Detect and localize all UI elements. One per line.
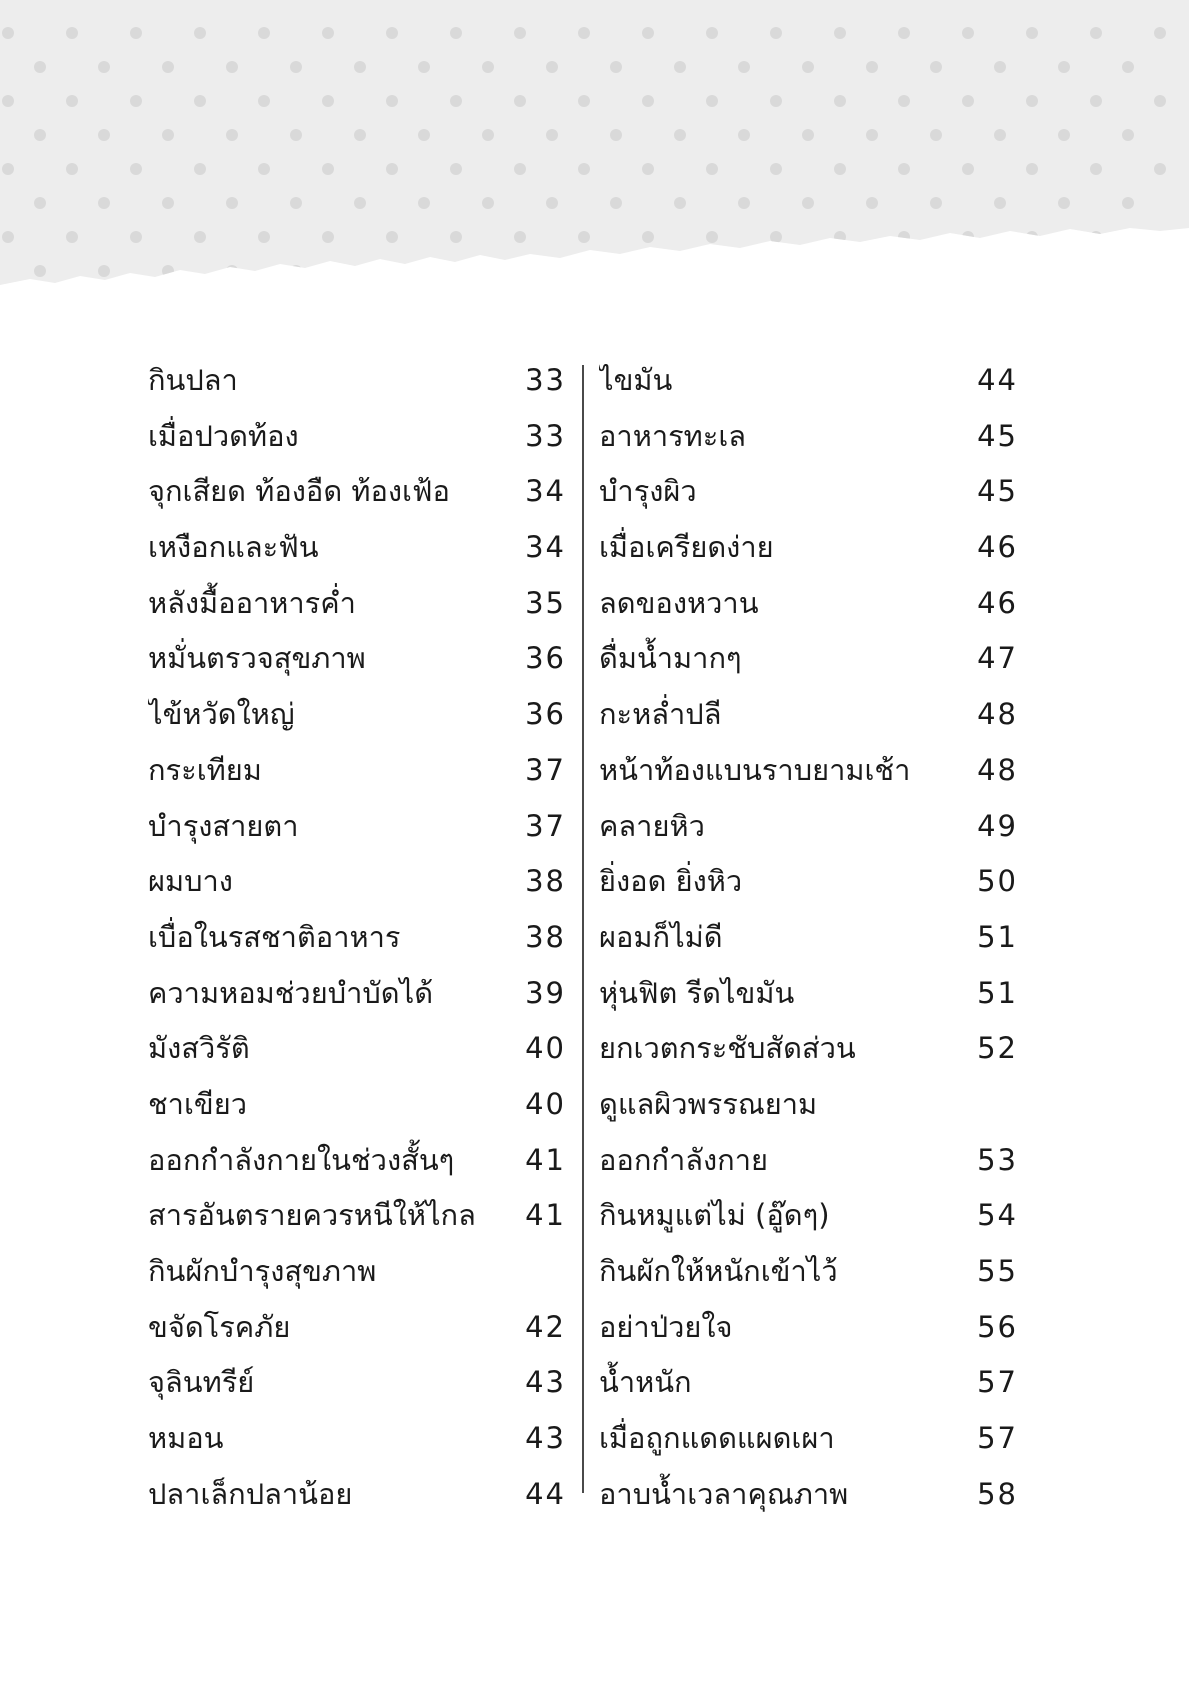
decorative-dot: [194, 163, 206, 175]
decorative-dot: [546, 129, 558, 141]
decorative-dot: [2, 231, 14, 243]
toc-entry-title: ปลาเล็กปลาน้อย: [148, 1476, 353, 1511]
decorative-dot: [1154, 231, 1166, 243]
toc-entry-title: อย่าป่วยใจ: [599, 1309, 733, 1344]
toc-entry: [148, 1467, 566, 1523]
toc-entry-title: เมื่อถูกแดดแผดเผา: [599, 1421, 835, 1456]
decorative-dot: [130, 27, 142, 39]
decorative-dot: [130, 231, 142, 243]
decorative-dot: [1122, 197, 1134, 209]
decorative-dot: [514, 231, 526, 243]
decorative-dot: [98, 197, 110, 209]
toc-entry-page-number: 57: [977, 1421, 1018, 1456]
toc-entry-title: เมื่อเครียดง่าย: [599, 530, 774, 565]
decorative-dot: [34, 61, 46, 73]
decorative-dot: [258, 27, 270, 39]
decorative-dot: [738, 265, 750, 277]
decorative-dot: [450, 231, 462, 243]
decorative-dot: [834, 231, 846, 243]
toc-entry-title: กินผักบำรุงสุขภาพ: [148, 1254, 377, 1288]
toc-entry: [599, 854, 1018, 910]
toc-entry-page-number: 47: [977, 641, 1018, 676]
decorative-dot: [962, 299, 974, 311]
toc-entry-page-number: 37: [525, 752, 566, 787]
toc-entry: [148, 631, 566, 687]
decorative-dot: [674, 265, 686, 277]
toc-entry: [148, 799, 566, 855]
toc-entry-title: เบื่อในรสชาติอาหาร: [148, 919, 401, 954]
decorative-dot: [642, 163, 654, 175]
toc-entry: [599, 464, 1018, 520]
decorative-dot: [834, 95, 846, 107]
decorative-dot: [642, 231, 654, 243]
toc-entry-title: คลายหิว: [599, 808, 705, 843]
toc-entry-title: บำรุงสายตา: [148, 808, 299, 843]
decorative-dot: [34, 129, 46, 141]
decorative-dot: [642, 27, 654, 39]
decorative-dot: [994, 129, 1006, 141]
decorative-dot: [898, 95, 910, 107]
toc-entry-page-number: 37: [525, 808, 566, 843]
toc-entry-title: หุ่นฟิต รีดไขมัน: [599, 975, 795, 1010]
decorative-dot: [866, 61, 878, 73]
decorative-dot: [706, 95, 718, 107]
decorative-dot: [386, 231, 398, 243]
toc-entry-page-number: 53: [977, 1142, 1018, 1177]
decorative-dot: [322, 231, 334, 243]
toc-left-column: [148, 353, 566, 1522]
toc-entry-page-number: 43: [525, 1365, 566, 1400]
toc-entry-page-number: 58: [977, 1476, 1018, 1511]
decorative-dot: [706, 231, 718, 243]
toc-entry-page-number: 45: [977, 418, 1018, 453]
decorative-dot: [386, 27, 398, 39]
toc-entry: [599, 1077, 1018, 1133]
decorative-dot: [226, 129, 238, 141]
toc-entry-page-number: 46: [977, 585, 1018, 620]
decorative-dot: [610, 197, 622, 209]
decorative-dot: [1154, 163, 1166, 175]
decorative-dot: [834, 27, 846, 39]
decorative-dot: [226, 265, 238, 277]
decorative-dot: [546, 265, 558, 277]
toc-entry-page-number: 51: [977, 919, 1018, 954]
decorative-dot: [578, 27, 590, 39]
toc-entry-title: หมั่นตรวจสุขภาพ: [148, 641, 366, 676]
decorative-dot: [514, 95, 526, 107]
decorative-dot: [866, 197, 878, 209]
decorative-dot: [354, 197, 366, 209]
toc-entry-page-number: 35: [525, 585, 566, 620]
decorative-dot: [930, 129, 942, 141]
decorative-dot: [162, 197, 174, 209]
toc-entry: [599, 1244, 1018, 1300]
decorative-dot: [194, 95, 206, 107]
toc-entry-page-number: 48: [977, 752, 1018, 787]
decorative-dot: [194, 27, 206, 39]
toc-entry: [599, 576, 1018, 632]
decorative-dot: [578, 95, 590, 107]
decorative-dot: [34, 265, 46, 277]
toc-entry-page-number: 41: [525, 1198, 566, 1233]
decorative-dot: [1154, 299, 1166, 311]
toc-entry-title: กินปลา: [148, 363, 238, 397]
toc-entry: [148, 1021, 566, 1077]
decorative-dot: [66, 299, 78, 311]
toc-entry: [148, 1133, 566, 1189]
decorative-dot: [130, 95, 142, 107]
decorative-dot: [450, 163, 462, 175]
toc-entry-page-number: 57: [977, 1365, 1018, 1400]
decorative-dot: [674, 129, 686, 141]
decorative-dot: [610, 61, 622, 73]
decorative-dot: [162, 129, 174, 141]
decorative-dot: [898, 27, 910, 39]
decorative-dot: [674, 61, 686, 73]
decorative-dot: [290, 265, 302, 277]
decorative-dot: [258, 163, 270, 175]
decorative-dot: [1026, 27, 1038, 39]
toc-entry: [599, 687, 1018, 743]
decorative-dot: [290, 129, 302, 141]
decorative-dot: [386, 299, 398, 311]
decorative-dot: [994, 265, 1006, 277]
decorative-dot: [322, 163, 334, 175]
toc-entry-title: ยกเวตกระชับสัดส่วน: [599, 1031, 856, 1066]
decorative-dot: [1090, 95, 1102, 107]
decorative-dot: [610, 129, 622, 141]
decorative-dot: [322, 95, 334, 107]
toc-entry-title: ผมบาง: [148, 864, 233, 899]
decorative-dot: [290, 197, 302, 209]
toc-entry-page-number: 40: [525, 1086, 566, 1121]
decorative-dot: [578, 163, 590, 175]
decorative-dot: [2, 299, 14, 311]
toc-entry: [599, 1300, 1018, 1356]
decorative-dot: [322, 299, 334, 311]
decorative-dot: [1090, 27, 1102, 39]
toc-entry: [599, 409, 1018, 465]
decorative-dot: [962, 231, 974, 243]
decorative-dot: [834, 163, 846, 175]
decorative-dot: [514, 27, 526, 39]
toc-entry-page-number: 34: [525, 474, 566, 509]
decorative-dot: [98, 129, 110, 141]
decorative-dot: [1090, 163, 1102, 175]
decorative-dot: [386, 163, 398, 175]
decorative-dot: [642, 299, 654, 311]
decorative-dot: [194, 231, 206, 243]
toc-entry: [599, 1133, 1018, 1189]
toc-entry-title: ยิ่งอด ยิ่งหิว: [599, 864, 743, 899]
toc-entry: [599, 910, 1018, 966]
toc-entry-page-number: 54: [977, 1198, 1018, 1233]
toc-entry-title: มังสวิรัติ: [148, 1031, 250, 1066]
toc-entry-page-number: 39: [525, 975, 566, 1010]
toc-entry-title: ไขมัน: [599, 363, 673, 397]
table-of-contents: [148, 353, 1018, 1513]
toc-entry-title: ลดของหวาน: [599, 585, 759, 620]
toc-entry-page-number: 41: [525, 1142, 566, 1177]
decorative-dot: [962, 95, 974, 107]
decorative-dot: [930, 197, 942, 209]
decorative-dot: [1058, 197, 1070, 209]
decorative-dot: [450, 299, 462, 311]
decorative-dot: [642, 95, 654, 107]
decorative-dot: [962, 27, 974, 39]
decorative-dot: [1122, 129, 1134, 141]
toc-entry-title: หมอน: [148, 1421, 224, 1456]
toc-entry-page-number: 51: [977, 975, 1018, 1010]
decorative-dot: [482, 129, 494, 141]
toc-entry: [148, 1355, 566, 1411]
decorative-dot: [226, 197, 238, 209]
decorative-dot: [290, 61, 302, 73]
decorative-dot: [194, 299, 206, 311]
toc-entry: [599, 353, 1018, 409]
toc-entry: [599, 966, 1018, 1022]
toc-entry-page-number: 36: [525, 697, 566, 732]
decorative-dot: [610, 265, 622, 277]
toc-entry-page-number: 33: [525, 363, 566, 397]
toc-entry: [599, 1467, 1018, 1523]
decorative-dot: [802, 265, 814, 277]
decorative-dot: [130, 163, 142, 175]
decorative-dot: [98, 265, 110, 277]
toc-entry: [148, 409, 566, 465]
toc-entry-page-number: 40: [525, 1031, 566, 1066]
decorative-dot: [738, 129, 750, 141]
decorative-dot: [66, 231, 78, 243]
toc-entry: [148, 743, 566, 799]
decorative-dot: [130, 299, 142, 311]
decorative-dot: [738, 197, 750, 209]
toc-entry-page-number: 42: [525, 1309, 566, 1344]
toc-entry: [599, 1411, 1018, 1467]
toc-entry-page-number: 49: [977, 808, 1018, 843]
decorative-dot: [322, 27, 334, 39]
decorative-dot: [898, 299, 910, 311]
toc-entry: [599, 1355, 1018, 1411]
toc-entry-page-number: 34: [525, 530, 566, 565]
decorative-dot: [706, 27, 718, 39]
toc-entry-title: ดื่มน้ำมากๆ: [599, 641, 742, 676]
decorative-dot: [578, 299, 590, 311]
toc-entry-title: น้ำหนัก: [599, 1365, 692, 1400]
toc-entry-title: บำรุงผิว: [599, 474, 697, 509]
decorative-dot: [354, 265, 366, 277]
decorative-dot: [2, 27, 14, 39]
toc-entry-title: กินผักให้หนักเข้าไว้: [599, 1254, 838, 1288]
decorative-dot: [802, 61, 814, 73]
decorative-dot: [1026, 95, 1038, 107]
decorative-dot: [418, 265, 430, 277]
decorative-dot: [770, 27, 782, 39]
decorative-dot: [770, 95, 782, 107]
toc-entry-title: เมื่อปวดท้อง: [148, 418, 299, 453]
toc-entry-title: กินหมูแต่ไม่ (อู๊ดๆ): [599, 1198, 830, 1233]
decorative-dot: [354, 129, 366, 141]
toc-entry: [148, 1188, 566, 1244]
decorative-dot: [450, 27, 462, 39]
toc-entry: [148, 854, 566, 910]
toc-entry: [599, 743, 1018, 799]
decorative-dot: [706, 163, 718, 175]
toc-entry-page-number: 38: [525, 919, 566, 954]
decorative-dot: [1058, 129, 1070, 141]
toc-entry: [148, 1411, 566, 1467]
decorative-dot: [994, 61, 1006, 73]
decorative-dot: [1154, 95, 1166, 107]
decorative-dot: [482, 265, 494, 277]
decorative-dot: [1026, 163, 1038, 175]
toc-entry-page-number: 52: [977, 1031, 1018, 1066]
decorative-dot: [674, 197, 686, 209]
toc-entry-title: ความหอมช่วยบำบัดได้: [148, 975, 434, 1010]
decorative-dot: [258, 231, 270, 243]
decorative-dot: [834, 299, 846, 311]
decorative-dot: [802, 129, 814, 141]
toc-entry: [148, 1244, 566, 1300]
toc-entry-page-number: 50: [977, 864, 1018, 899]
decorative-dot: [66, 95, 78, 107]
toc-right-column: [599, 353, 1018, 1522]
decorative-dot: [418, 61, 430, 73]
decorative-dot: [66, 27, 78, 39]
toc-entry-page-number: 44: [977, 363, 1018, 397]
torn-paper-dot-pattern: [0, 0, 1189, 320]
toc-entry-page-number: 38: [525, 864, 566, 899]
toc-entry-title: อาหารทะเล: [599, 418, 747, 453]
decorative-dot: [1122, 61, 1134, 73]
toc-entry: [599, 631, 1018, 687]
column-divider: [582, 365, 584, 1493]
decorative-dot: [930, 61, 942, 73]
decorative-dot: [418, 129, 430, 141]
decorative-dot: [226, 61, 238, 73]
decorative-dot: [866, 265, 878, 277]
toc-entry-title: หลังมื้ออาหารค่ำ: [148, 585, 356, 620]
decorative-dot: [98, 61, 110, 73]
decorative-dot: [2, 95, 14, 107]
decorative-dot: [738, 61, 750, 73]
decorative-dot: [898, 163, 910, 175]
toc-entry-page-number: 55: [977, 1254, 1018, 1288]
toc-entry: [599, 1021, 1018, 1077]
decorative-dot: [482, 197, 494, 209]
toc-entry-page-number: 45: [977, 474, 1018, 509]
toc-entry-page-number: 46: [977, 530, 1018, 565]
toc-entry: [148, 1300, 566, 1356]
toc-entry: [599, 799, 1018, 855]
toc-entry-title: กะหล่ำปลี: [599, 697, 722, 732]
toc-entry-page-number: 48: [977, 697, 1018, 732]
toc-entry: [148, 520, 566, 576]
decorative-dot: [1090, 299, 1102, 311]
decorative-dot: [770, 299, 782, 311]
decorative-dot: [162, 265, 174, 277]
toc-entry: [148, 353, 566, 409]
decorative-dot: [258, 95, 270, 107]
decorative-dot: [930, 265, 942, 277]
decorative-dot: [770, 163, 782, 175]
decorative-dot: [162, 61, 174, 73]
toc-entry: [148, 576, 566, 632]
decorative-dot: [66, 163, 78, 175]
toc-entry-page-number: 36: [525, 641, 566, 676]
toc-entry-title: ขจัดโรคภัย: [148, 1309, 291, 1344]
decorative-dot: [994, 197, 1006, 209]
decorative-dot: [1058, 265, 1070, 277]
toc-entry-title: สารอันตรายควรหนีให้ไกล: [148, 1198, 476, 1233]
toc-entry-title: ผอมก็ไม่ดี: [599, 919, 723, 954]
toc-entry: [148, 966, 566, 1022]
toc-entry-title: จุกเสียด ท้องอืด ท้องเฟ้อ: [148, 474, 450, 509]
toc-entry: [148, 464, 566, 520]
toc-entry: [599, 1188, 1018, 1244]
decorative-dot: [962, 163, 974, 175]
toc-entry-title: ไข้หวัดใหญ่: [148, 697, 295, 732]
decorative-dot: [770, 231, 782, 243]
decorative-dot: [1058, 61, 1070, 73]
torn-paper-band: [0, 0, 1189, 285]
toc-entry-title: จุลินทรีย์: [148, 1365, 255, 1400]
decorative-dot: [514, 299, 526, 311]
decorative-dot: [386, 95, 398, 107]
toc-entry-title: ชาเขียว: [148, 1086, 247, 1121]
toc-entry-page-number: 44: [525, 1476, 566, 1511]
decorative-dot: [258, 299, 270, 311]
toc-entry-title: ดูแลผิวพรรณยาม: [599, 1086, 818, 1121]
toc-entry: [148, 910, 566, 966]
decorative-dot: [578, 231, 590, 243]
toc-entry-page-number: 33: [525, 418, 566, 453]
decorative-dot: [898, 231, 910, 243]
decorative-dot: [34, 197, 46, 209]
toc-entry-title: ออกกำลังกายในช่วงสั้นๆ: [148, 1142, 455, 1177]
decorative-dot: [418, 197, 430, 209]
toc-entry-title: ออกกำลังกาย: [599, 1142, 769, 1177]
decorative-dot: [1154, 27, 1166, 39]
toc-entry-title: กระเทียม: [148, 752, 262, 787]
decorative-dot: [1026, 299, 1038, 311]
decorative-dot: [546, 197, 558, 209]
toc-entry-title: เหงือกและฟัน: [148, 530, 319, 565]
decorative-dot: [1122, 265, 1134, 277]
decorative-dot: [514, 163, 526, 175]
toc-entry-title: อาบน้ำเวลาคุณภาพ: [599, 1476, 849, 1511]
decorative-dot: [482, 61, 494, 73]
toc-entry-page-number: 43: [525, 1421, 566, 1456]
toc-entry-title: หน้าท้องแบนราบยามเช้า: [599, 752, 911, 787]
decorative-dot: [1090, 231, 1102, 243]
decorative-dot: [450, 95, 462, 107]
toc-entry: [599, 520, 1018, 576]
decorative-dot: [1026, 231, 1038, 243]
decorative-dot: [802, 197, 814, 209]
decorative-dot: [354, 61, 366, 73]
decorative-dot: [706, 299, 718, 311]
header-decoration: [0, 0, 1189, 320]
decorative-dot: [546, 61, 558, 73]
decorative-dot: [866, 129, 878, 141]
decorative-dot: [2, 163, 14, 175]
toc-entry: [148, 687, 566, 743]
toc-entry: [148, 1077, 566, 1133]
toc-entry-page-number: 56: [977, 1309, 1018, 1344]
